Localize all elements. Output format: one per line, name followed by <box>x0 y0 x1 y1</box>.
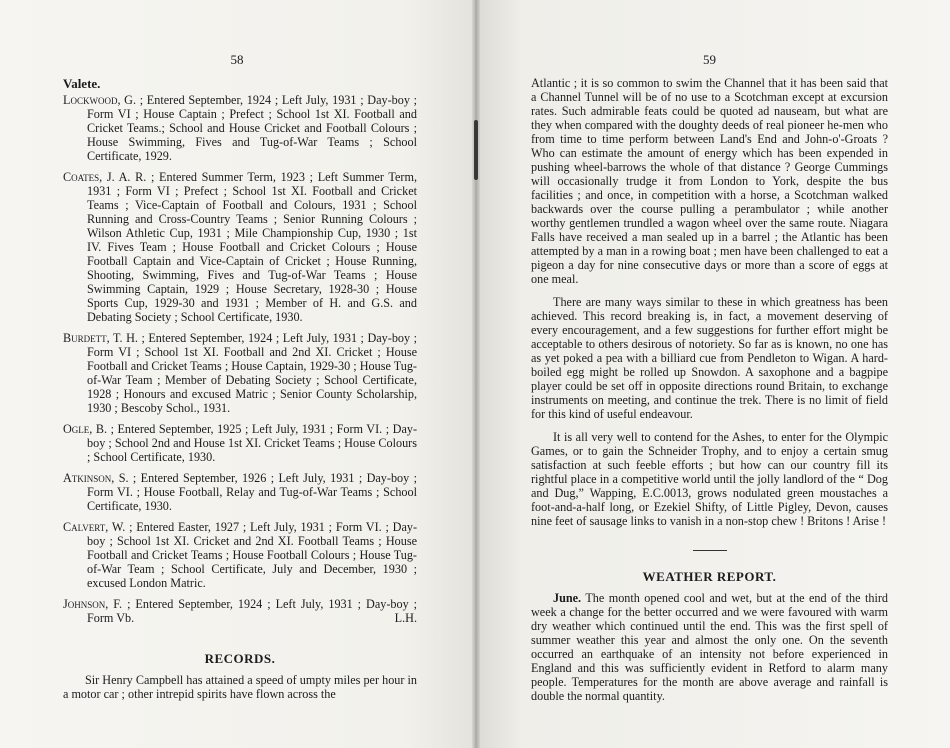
entry-text: ; Entered September, 1924 ; Left July, 1931 ; Day-boy ; Form VI ; House Captain ; Prefect ; School 1st XI. Football and Cricket Teams.; School and House Cricket and Football Colours ; House Swimming, Fives and Tug-of-War Teams ; School Certificate, 1929. <box>87 93 418 163</box>
weather-month: June. <box>553 591 582 605</box>
signoff: L.H. <box>394 611 417 625</box>
valete-entry <box>63 331 417 415</box>
valete-entry <box>63 471 417 513</box>
valete-entry <box>63 93 417 163</box>
entry-text: ; Entered Easter, 1927 ; Left July, 1931 ; Form VI. ; Day-boy ; School 1st XI. Cricket and 2nd XI. Football Teams ; House Football and Cricket Teams ; House Football Colours ; House Tug-of-War Team ; School Certificate, July and December, 1930 ; excused London Matric. <box>87 520 418 590</box>
entry-name: Atkinson, S. <box>63 471 129 485</box>
records-paragraph: There are many ways similar to these in which greatness has been achieved. This record breaking is, in fact, a movement deserving of every encouragement, and a few suggestions for further effort might be acceptable to others desirous of notoriety. So far as is known, no one has as yet poked a pea with a billiard cue from Pendleton to Wigan. A hard-boiled egg might be rolled up Snowdon. A saxophone and a bagpipe player could be set off in opposite directions round Britain, to exchange instruments on meeting, and continue the trek. There is no limit of field for this kind of useful endeavour. <box>531 295 888 421</box>
valete-heading: Valete. <box>63 76 101 91</box>
page-number: 58 <box>230 52 244 67</box>
valete-entry <box>63 520 417 590</box>
entry-name: Lockwood, G. <box>63 93 137 107</box>
records-paragraph: It is all very well to contend for the Ashes, to enter for the Olympic Games, or to gain the Schneider Trophy, and to enjoy a certain smug satisfaction at such feeble efforts ; but how can our country fill its rightful place in a competitive world until the jolly landlord of the “ Dog and Dug,” Wapping, E.C.0013, grows nodulated green moustaches a foot-and-a-half long, or Ezekiel Shifty, of Little Pigley, Devon, causes nine feet of sausage links to vanish in a non-stop chew ! Britons ! Arise ! <box>531 430 888 528</box>
weather-heading: WEATHER REPORT. <box>642 569 777 584</box>
page-number: 59 <box>703 52 716 67</box>
entry-text: ; Entered September, 1925 ; Left July, 1931 ; Form VI. ; Day-boy ; School 2nd and House 1st XI. Cricket Teams ; House Colours ; School Certificate, 1930. <box>87 422 418 464</box>
entry-name: Ogle, B. <box>63 422 108 436</box>
binding-shadow <box>474 120 478 180</box>
entry-text: ; Entered September, 1926 ; Left July, 1931 ; Day-boy ; Form VI. ; House Football, Relay and Tug-of-War Teams ; School Certificate, 1930. <box>87 471 418 513</box>
entry-text: ; Entered September, 1924 ; Left July, 1931 ; Day-boy ; Form VI ; School 1st XI. Football and 2nd XI. Cricket ; House Football and Cricket Teams ; House Captain, 1929-30 ; House Tug-of-War Team ; Member of Debating Society ; School Certificate, 1928 ; Honours and excused Matric ; Senior County Scholarship, 1930 ; Bescoby Schol., 1931. <box>87 331 418 415</box>
entry-name: Calvert, W. <box>63 520 126 534</box>
valete-entry <box>63 422 417 464</box>
weather-paragraph <box>531 591 888 703</box>
entry-text: ; Entered Summer Term, 1923 ; Left Summer Term, 1931 ; Form VI ; Prefect ; School 1st XI. Football and Cricket Teams ; Vice-Captain of Football and Colours, 1931 ; School Running and Cross-Country Teams ; Senior Running Colours ; Wilson Athletic Cup, 1931 ; Mile Championship Cup, 1930 ; 1st IV. Fives Team ; House Football and Cricket Colours ; House Football Captain and Vice-Captain of Cricket ; House Running, Shooting, Swimming, Fives and Tug-of-War Teams ; House Swimming Captain, 1929 ; House Secretary, 1928-30 ; House Sports Cup, 1929-30 and 1931 ; Member of H. and G.S. and Debating Society ; School Certificate, 1930. <box>87 170 417 324</box>
book-gutter <box>472 0 480 748</box>
entry-text: ; Entered September, 1924 ; Left July, 1931 ; Day-boy ; Form Vb. <box>87 597 418 625</box>
records-continued-paragraph: Atlantic ; it is so common to swim the Channel that it has been said that a Channel Tunnel will be of no use to a Scotchman except at excursion rates. Such admirable feats could be quoted ad nauseam, but what are they when compared with the doughty deeds of real pioneer he-men who from time to time perform between Land's End and John-o'-Groats ? Who can estimate the amount of energy which has been expended in pushing wheel-barrows the whole of that distance ? George Cummings will occasionally trudge it from London to York, despite the bus facilities ; and once, in competition with a horse, a Scotchman walked backwards over the course pulling a perambulator ; while another worthy gentlemen trundled a wagon wheel over the same route. Niagara Falls have received a man sealed up in a barrel ; the Atlantic has been attempted by a man in a rowing boat ; men have been challenged to eat a pigeon a day for nine consecutive days or more than a score of eggs at one meal. <box>531 76 888 286</box>
records-heading: RECORDS. <box>204 651 276 666</box>
valete-entry <box>63 170 417 324</box>
entry-name: Johnson, F. <box>63 597 123 611</box>
weather-text: The month opened cool and wet, but at the end of the third week a change for the better occurred and we were favoured with warm dry weather which continued until the end. This was the first spell of summer weather this year and almost the only one. On the seventh occurred an earthquake of an intensity not before experienced in England and this was sufficiently evident in Retford to alarm many people. Temperatures for the month are above average and rainfall is double the normal quantity. <box>531 591 888 703</box>
entry-name: Burdett, T. H. <box>63 331 138 345</box>
right-page <box>475 0 950 748</box>
entry-name: Coates, J. A. R. <box>63 170 147 184</box>
section-divider <box>693 550 727 551</box>
records-paragraph: Sir Henry Campbell has attained a speed of umpty miles per hour in a motor car ; other intrepid spirits have flown across the <box>63 673 417 701</box>
